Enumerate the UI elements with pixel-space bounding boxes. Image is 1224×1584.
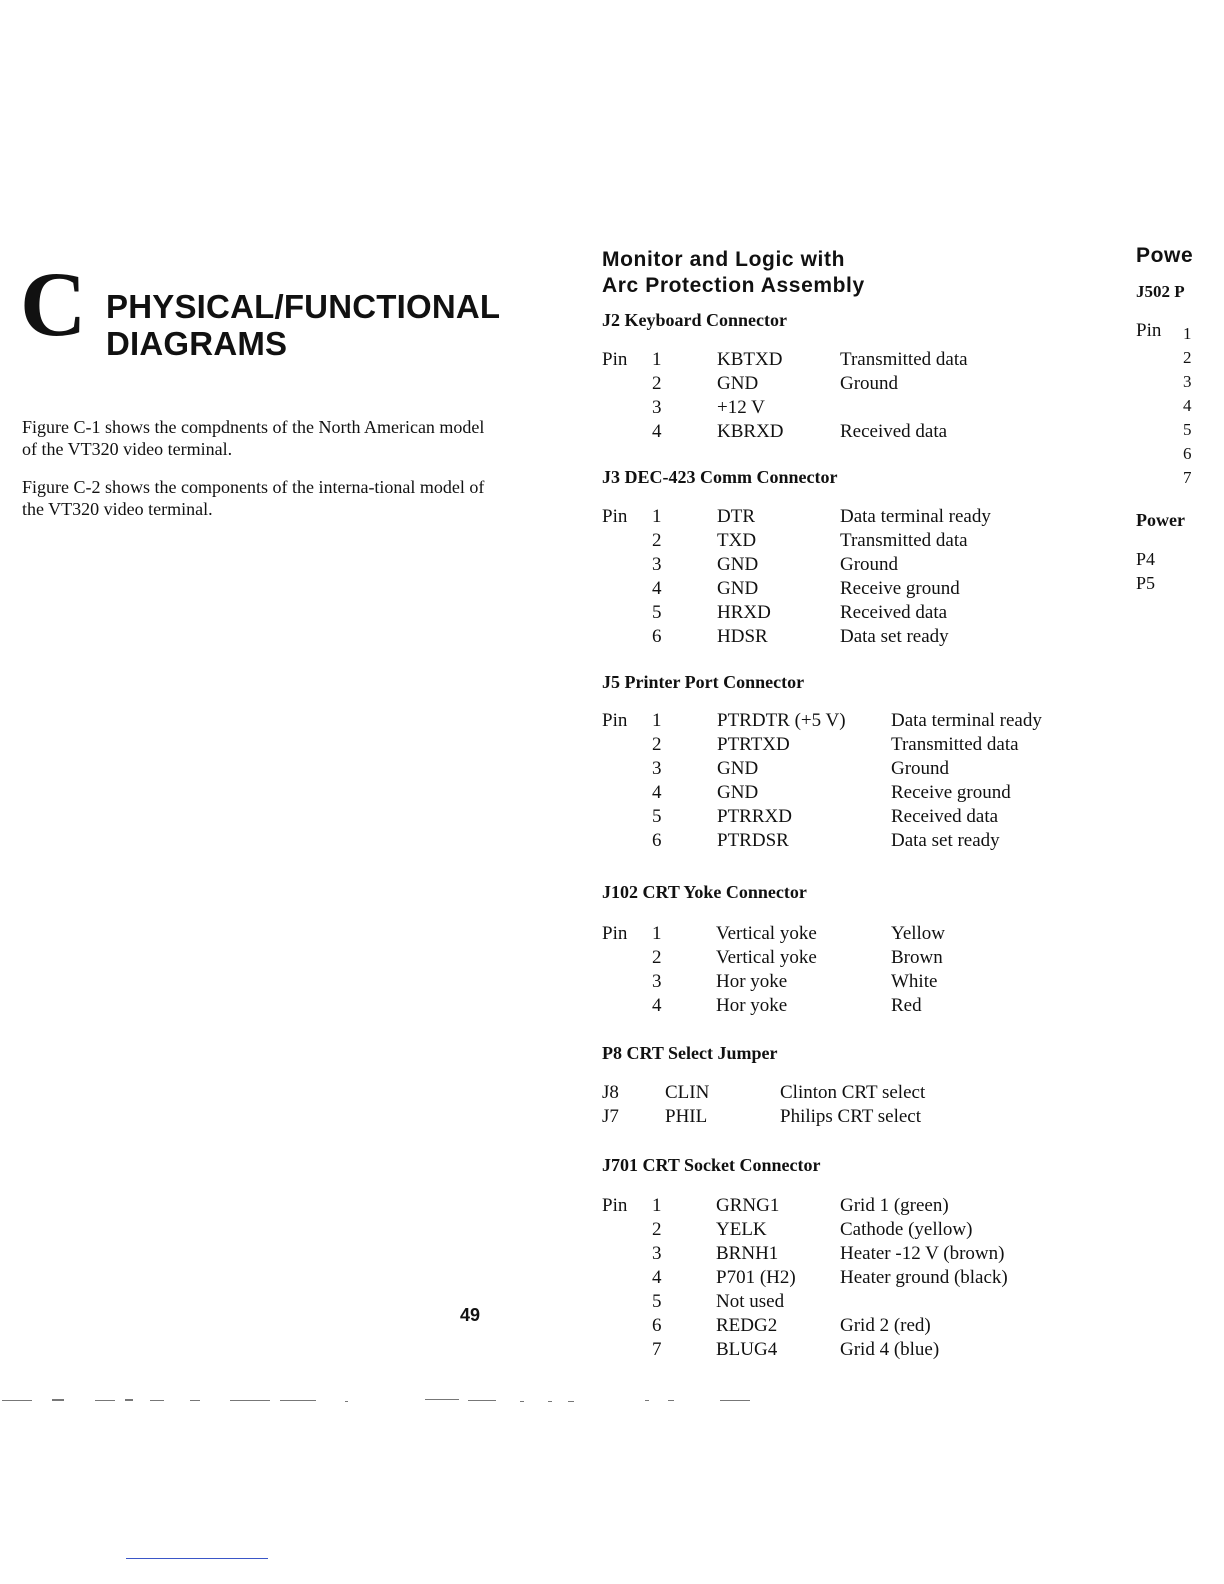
section-title-line1: Monitor and Logic with	[602, 248, 846, 271]
table-row: J8 CLIN Clinton CRT select	[602, 1082, 926, 1103]
table-row: 2 YELK Cathode (yellow)	[652, 1219, 973, 1240]
table-row: 2 PTRTXD Transmitted data	[652, 734, 1019, 755]
table-row: 5 Not used	[652, 1291, 785, 1312]
p8-jumper-table	[602, 1082, 925, 1130]
j2-pin-table	[602, 349, 968, 445]
intro-paragraph-1: Figure C-1 shows the compdnents of the North American model of the VT320 video terminal.	[22, 417, 485, 459]
section-title	[602, 247, 865, 299]
table-row: J7 PHIL Philips CRT select	[602, 1106, 922, 1127]
list-item: 7	[1183, 468, 1192, 487]
list-item: 5	[1183, 420, 1192, 439]
table-row: Pin 1 PTRDTR (+5 V) Data terminal ready	[602, 710, 1042, 731]
table-row: 6 PTRDSR Data set ready	[652, 830, 1000, 851]
table-row: Pin 1 Vertical yoke Yellow	[602, 923, 946, 944]
table-row: 4 P701 (H2) Heater ground (black)	[652, 1267, 1008, 1288]
table-row: 4 Hor yoke Red	[652, 995, 922, 1016]
table-row: 2 GND Ground	[652, 373, 899, 394]
next-page-p5: P5	[1136, 573, 1156, 593]
chapter-title	[106, 288, 500, 362]
table-row: 4 GND Receive ground	[652, 578, 960, 599]
j5-pin-table	[602, 710, 1042, 854]
chapter-title-line2: DIAGRAMS	[106, 325, 288, 362]
next-page-pin-list	[1183, 322, 1192, 490]
bottom-rule	[126, 1558, 268, 1559]
table-row: 2 TXD Transmitted data	[652, 530, 968, 551]
list-item: 1	[1183, 324, 1192, 343]
table-row: Pin 1 GRNG1 Grid 1 (green)	[602, 1195, 949, 1216]
j102-pin-table	[602, 923, 945, 1019]
next-page-column	[1130, 240, 1224, 640]
j3-pin-table	[602, 506, 991, 650]
table-row: 3 BRNH1 Heater -12 V (brown)	[652, 1243, 1005, 1264]
list-item: 2	[1183, 348, 1192, 367]
table-row: 3 GND Ground	[652, 554, 899, 575]
table-row: 4 KBRXD Received data	[652, 421, 948, 442]
list-item: 4	[1183, 396, 1192, 415]
list-item: 6	[1183, 444, 1192, 463]
list-item: 3	[1183, 372, 1192, 391]
table-row: 6 REDG2 Grid 2 (red)	[652, 1315, 931, 1336]
table-row: 5 HRXD Received data	[652, 602, 948, 623]
j701-heading: J701 CRT Socket Connector	[602, 1155, 821, 1175]
chapter-letter: C	[20, 253, 87, 355]
page-number: 49	[460, 1305, 481, 1325]
table-row: 4 GND Receive ground	[652, 782, 1011, 803]
table-row: 7 BLUG4 Grid 4 (blue)	[652, 1339, 940, 1360]
next-page-p4: P4	[1136, 549, 1156, 569]
table-row: 3 GND Ground	[652, 758, 950, 779]
table-row: Pin 1 DTR Data terminal ready	[602, 506, 991, 527]
intro-paragraph-2: Figure C-2 shows the components of the interna-tional model of the VT320 video terminal.	[22, 477, 485, 519]
table-row: 5 PTRRXD Received data	[652, 806, 999, 827]
j2-heading: J2 Keyboard Connector	[602, 310, 787, 330]
scan-noise	[0, 1395, 780, 1407]
next-page-power-label: Power	[1136, 510, 1185, 530]
j3-heading: J3 DEC-423 Comm Connector	[602, 467, 838, 487]
j701-pin-table	[602, 1195, 1008, 1363]
table-row: 6 HDSR Data set ready	[652, 626, 949, 647]
p8-heading: P8 CRT Select Jumper	[602, 1043, 778, 1063]
table-row: 3 +12 V	[652, 397, 765, 418]
j5-heading: J5 Printer Port Connector	[602, 672, 805, 692]
next-page-pin-label: Pin	[1136, 320, 1162, 341]
next-page-title: Powe	[1136, 244, 1194, 267]
table-row: 2 Vertical yoke Brown	[652, 947, 943, 968]
next-page-subheading: J502 P	[1136, 282, 1185, 301]
section-title-line2: Arc Protection Assembly	[602, 274, 865, 297]
chapter-title-line1: PHYSICAL/FUNCTIONAL	[106, 288, 501, 325]
table-row: Pin 1 KBTXD Transmitted data	[602, 349, 968, 370]
j102-heading: J102 CRT Yoke Connector	[602, 882, 807, 902]
table-row: 3 Hor yoke White	[652, 971, 938, 992]
